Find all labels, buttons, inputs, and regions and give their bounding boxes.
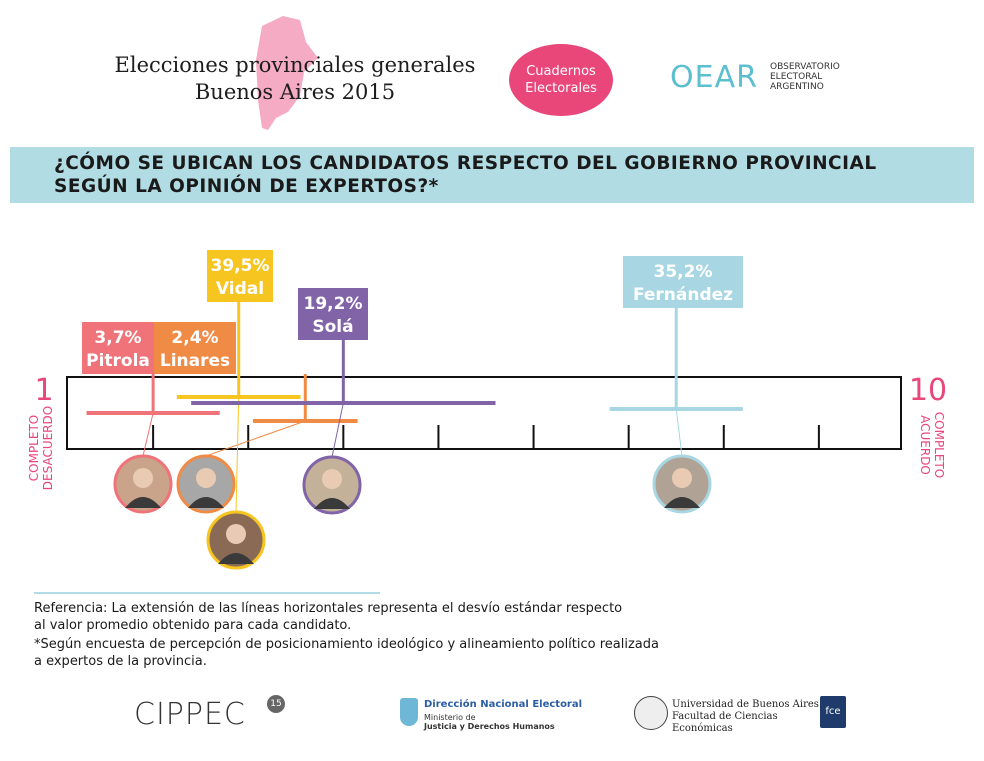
survey-note: [34, 636, 659, 670]
right-end-label-1: COMPLETO: [932, 411, 946, 479]
candidate-name: Vidal: [215, 279, 265, 299]
left-end-label-2: DESACUERDO: [41, 405, 55, 491]
badge-line-2: Electorales: [525, 81, 597, 96]
star-line-1: *Según encuesta de percepción de posicionamiento ideológico y alineamiento político realizada: [34, 637, 659, 652]
uba-text: [672, 699, 832, 735]
badge-line-1: Cuadernos: [526, 64, 596, 79]
stem-lower: [236, 397, 239, 512]
cippec-logo: CIPPEC: [134, 697, 246, 732]
oear-logo-text: OEAR: [670, 60, 758, 95]
candidate-face: [133, 468, 153, 488]
candidate-name: Fernández: [632, 285, 734, 305]
oear-sub-1: OBSERVATORIO: [770, 62, 840, 72]
dne-subtitle: [424, 713, 584, 731]
oear-sub-3: ARGENTINO: [770, 82, 824, 92]
left-end-label-1: COMPLETO: [27, 414, 41, 482]
cippec-anniversary-badge: 15: [267, 695, 285, 713]
candidate-name: Pitrola: [86, 351, 150, 371]
title-line-1: Elecciones provinciales generales: [114, 53, 476, 77]
question-line-2: SEGÚN LA OPINIÓN DE EXPERTOS?*: [54, 176, 439, 197]
dne-sub-1: Ministerio de: [424, 713, 476, 722]
shield-icon: [400, 698, 418, 726]
ref-line-2: al valor promedio obtenido para cada candidato.: [34, 618, 352, 633]
candidate-name: Solá: [312, 317, 354, 337]
candidate-percent: 3,7%: [94, 328, 142, 348]
ref-line-1: Referencia: La extensión de las líneas horizontales representa el desvío estándar respecto: [34, 601, 623, 616]
stem-lower: [206, 421, 305, 456]
question-line-1: ¿CÓMO SE UBICAN LOS CANDIDATOS RESPECTO DEL GOBIERNO PROVINCIAL: [54, 153, 877, 174]
candidate-face: [672, 468, 692, 488]
candidate-percent: 39,5%: [210, 256, 270, 276]
candidate-percent: 35,2%: [653, 262, 713, 282]
candidate-face: [226, 524, 246, 544]
reference-note: [34, 600, 622, 634]
divider: [34, 592, 380, 594]
right-end-label-2: ACUERDO: [918, 415, 932, 475]
right-end-number: 10: [908, 373, 948, 408]
candidate-percent: 19,2%: [303, 294, 363, 314]
oear-sub-2: ELECTORAL: [770, 72, 823, 82]
dne-title: Dirección Nacional Electoral: [424, 699, 583, 710]
title-line-2: Buenos Aires 2015: [194, 80, 396, 104]
dne-sub-2: Justicia y Derechos Humanos: [424, 722, 555, 731]
uba-line-2: Facultad de Ciencias Económicas: [672, 711, 778, 734]
candidate-percent: 2,4%: [171, 328, 219, 348]
candidate-face: [196, 468, 216, 488]
fce-logo: fce: [820, 696, 846, 728]
uba-line-1: Universidad de Buenos Aires: [672, 699, 819, 710]
candidate-face: [322, 469, 342, 489]
seal-icon: [634, 696, 668, 730]
candidate-name: Linares: [159, 351, 231, 371]
left-end-number: 1: [34, 373, 54, 408]
star-line-2: a expertos de la provincia.: [34, 654, 207, 669]
